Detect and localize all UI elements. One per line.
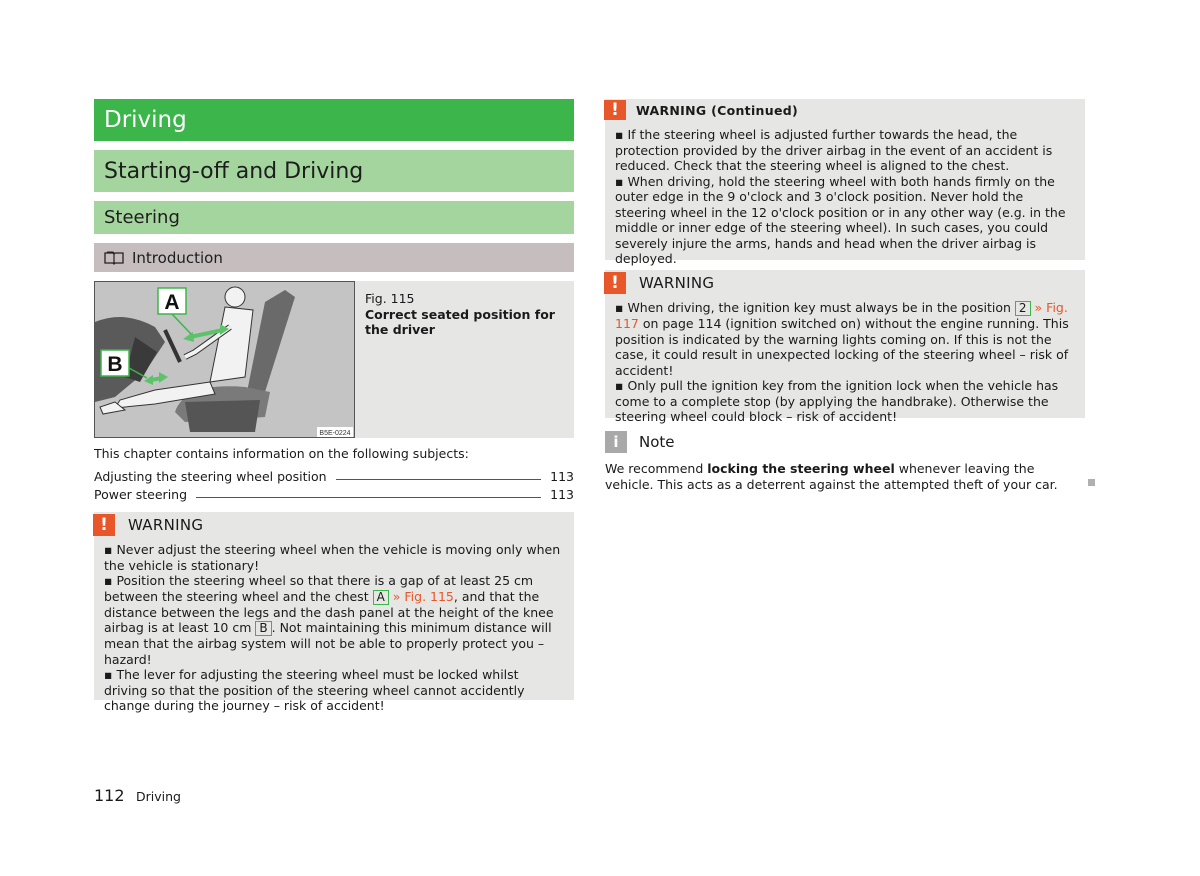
warning-box bbox=[94, 512, 574, 713]
marker-a: A bbox=[373, 590, 389, 605]
toc-leader bbox=[336, 479, 542, 480]
warning-header bbox=[94, 512, 574, 538]
marker-b: B bbox=[255, 621, 271, 636]
subsection-title: Steering bbox=[104, 207, 180, 228]
warning-icon: ! bbox=[93, 514, 115, 536]
warning-text bbox=[605, 121, 1085, 267]
note-title: Note bbox=[639, 433, 675, 451]
warning-title: WARNING bbox=[128, 516, 204, 534]
intro-text: This chapter contains information on the following subjects: bbox=[94, 446, 469, 461]
toc-item[interactable] bbox=[94, 469, 574, 484]
warning-paragraph: ▪ Only pull the ignition key from the ignition lock when the vehicle has come to a complete stop (by applying the handbrake). Otherwise the steering wheel could block – risk of accident! bbox=[615, 378, 1059, 424]
chapter-title: Driving bbox=[104, 107, 187, 133]
warning-text-run: on page 114 (ignition switched on) without the engine running. This position is indicated by the warning lights coming on. If this is not the case, it could result in unexpected locking of the steering wheel – risk of accident! bbox=[615, 316, 1069, 378]
footer-section: Driving bbox=[136, 789, 181, 804]
toc-item[interactable] bbox=[94, 487, 574, 502]
warning-title: WARNING (Continued) bbox=[636, 102, 798, 118]
chapter-heading bbox=[94, 99, 574, 141]
subsection-heading bbox=[94, 201, 574, 234]
note-text-run: whenever leaving the vehicle. This acts as a deterrent against the attempted theft of your car. bbox=[605, 461, 1058, 492]
warning-icon: ! bbox=[604, 100, 626, 120]
toc-item-page: 113 bbox=[550, 487, 574, 502]
figure-caption bbox=[355, 281, 574, 438]
warning-header bbox=[605, 270, 1085, 296]
toc-item-label: Adjusting the steering wheel position bbox=[94, 469, 327, 484]
end-marker bbox=[1088, 479, 1095, 486]
figure-label-b: B bbox=[107, 353, 123, 376]
warning-text-run: , and that the distance between the legs and the dash panel at the height of the knee airbag is at least 10 cm bbox=[104, 588, 554, 635]
warning-paragraph: ▪ If the steering wheel is adjusted further towards the head, the protection provided by the driver airbag in the event of an accident is reduced. Check that the steering wheel is aligned to the chest. bbox=[615, 127, 1053, 173]
warning-text-run: . Not maintaining this minimum distance will mean that the airbag system will not be able to properly protect you – hazard! bbox=[104, 620, 552, 667]
page-number: 112 bbox=[94, 786, 125, 805]
note-bold-text: locking the steering wheel bbox=[707, 461, 895, 476]
section-title: Starting-off and Driving bbox=[104, 158, 364, 184]
intro-title: Introduction bbox=[132, 248, 223, 267]
warning-paragraph: ▪ The lever for adjusting the steering wheel must be locked whilst driving so that the position of the steering wheel cannot accidently change during the journey – risk of accident! bbox=[104, 667, 525, 713]
warning-text-run: ▪ When driving, the ignition key must always be in the position bbox=[615, 300, 1015, 315]
figure-caption-text: Correct seated position for the driver bbox=[365, 306, 555, 337]
note-text bbox=[605, 461, 1075, 492]
note-header bbox=[605, 429, 1085, 455]
figure-label-a: A bbox=[164, 291, 180, 314]
warning-paragraph bbox=[615, 300, 1075, 378]
toc-item-label: Power steering bbox=[94, 487, 188, 502]
warning-box bbox=[605, 270, 1085, 424]
note-text-run: We recommend bbox=[605, 461, 708, 476]
warning-text-run: ▪ Position the steering wheel so that there is a gap of at least 25 cm between the steering wheel and the chest bbox=[104, 573, 534, 604]
toc-leader bbox=[196, 497, 541, 498]
warning-paragraph: ▪ When driving, hold the steering wheel with both hands firmly on the outer edge in the 9 o'clock and 3 o'clock position. Never hold the steering wheel in the 12 o'clock position or in any other way (e.g. in the middle or inner edge of the steering wheel). In such cases, you could severely injure the arms, hands and head when the driver airbag is deployed. bbox=[615, 173, 1066, 266]
marker-2: 2 bbox=[1015, 301, 1031, 316]
section-heading bbox=[94, 150, 574, 192]
warning-header bbox=[605, 99, 1085, 121]
figure-seated-position bbox=[94, 281, 355, 438]
driver-seat-illustration bbox=[95, 282, 354, 437]
info-icon: i bbox=[605, 431, 627, 453]
book-icon bbox=[104, 251, 124, 265]
warning-title: WARNING bbox=[639, 274, 715, 292]
toc-item-page: 113 bbox=[550, 469, 574, 484]
warning-text bbox=[94, 538, 574, 714]
warning-paragraph: ▪ Never adjust the steering wheel when the vehicle is moving only when the vehicle is stationary! bbox=[104, 542, 561, 573]
warning-continued-box bbox=[605, 99, 1085, 266]
figure-reference-link[interactable]: » Fig. 117 bbox=[615, 300, 1068, 331]
warning-paragraph bbox=[104, 573, 564, 667]
warning-text bbox=[605, 296, 1085, 425]
warning-icon: ! bbox=[604, 272, 626, 294]
figure-reference-link[interactable]: » Fig. 115 bbox=[388, 588, 454, 604]
intro-heading bbox=[94, 243, 574, 272]
figure-number: Fig. 115 bbox=[365, 291, 415, 306]
figure-code: B5E-0224 bbox=[319, 430, 351, 437]
